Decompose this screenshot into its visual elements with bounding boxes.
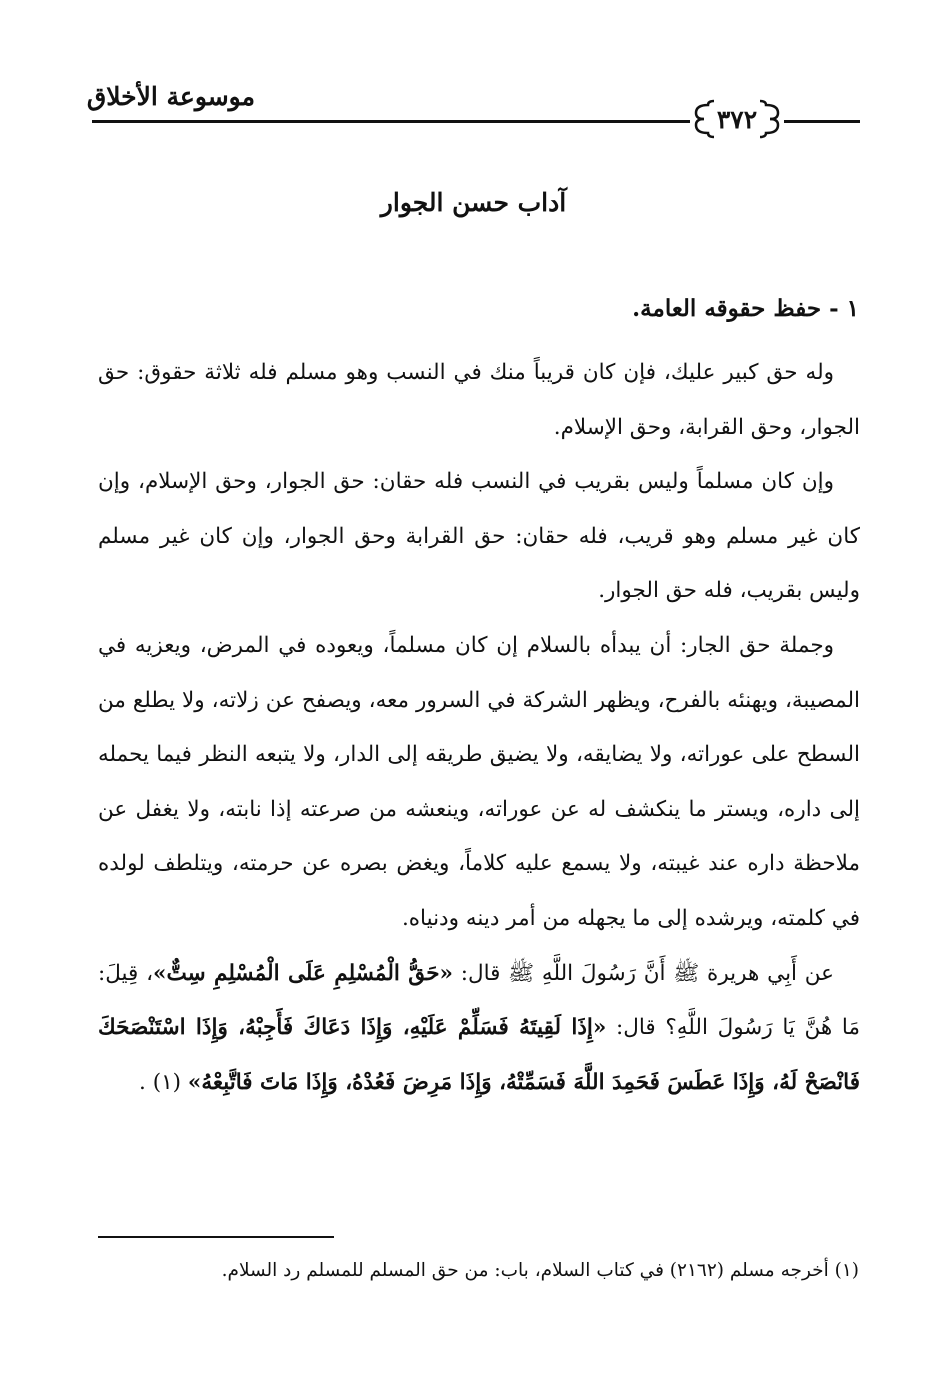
footnote-reference: (١) . <box>139 1069 188 1095</box>
running-title: موسوعة الأخلاق <box>86 82 255 111</box>
hadith-question: ، قِيلَ: مَا هُنَّ يَا رَسُولَ اللَّهِ؟ قال: <box>98 960 860 1041</box>
hadith-intro: عن أَبِي هريرة ﷺ أَنَّ رَسُولَ اللَّهِ ﷺ قال: <box>452 960 834 986</box>
hadith-paragraph <box>98 947 860 1111</box>
page-number-frame <box>694 99 780 139</box>
paragraph: وإن كان مسلماً وليس بقريب في النسب فله حقان: حق الجوار، وحق الإسلام، وإن كان غير مسلم وهو قريب، فله حقان: حق القرابة وحق الجوار، وإن كان غير مسلم وليس بقريب، فله حق الجوار. <box>98 469 860 604</box>
header-rule-left <box>92 120 690 123</box>
chapter-title: آداب حسن الجوار <box>380 188 567 217</box>
hadith-quote: «إِذَا لَقِيتَهُ فَسَلِّمْ عَلَيْهِ، وَإِذَا دَعَاكَ فَأَجِبْهُ، وَإِذَا اسْتَنْصَحَكَ فَانْصَحْ لَهُ، وَإِذَا عَطَسَ فَحَمِدَ اللَّهَ فَسَمِّتْهُ، وَإِذَا مَرِضَ فَعُدْهُ، وَإِذَا مَاتَ فَاتَّبِعْهُ» <box>98 1015 860 1095</box>
paragraph: وله حق كبير عليك، فإن كان قريباً منك في النسب وهو مسلم فله ثلاثة حقوق: حق الجوار، وحق القرابة، وحق الإسلام. <box>98 360 860 440</box>
section-heading: ١ - حفظ حقوقه العامة. <box>632 295 859 322</box>
page-number: ٣٧٢ <box>716 104 758 134</box>
hadith-quote: «حَقُّ الْمُسْلِمِ عَلَى الْمُسْلِمِ سِتٌّ» <box>153 960 453 986</box>
header-rule-right <box>784 120 860 123</box>
footnote-rule <box>98 1236 334 1238</box>
body-text <box>98 346 860 1110</box>
footnote: (١) أخرجه مسلم (٢١٦٢) في كتاب السلام، باب: من حق المسلم للمسلم رد السلام. <box>221 1260 859 1281</box>
paragraph: وجملة حق الجار: أن يبدأه بالسلام إن كان مسلماً، ويعوده في المرض، ويعزيه في المصيبة، ويهنئه بالفرح، ويظهر الشركة في السرور معه، ويصفح عن زلاته، ولا يطلع من السطح على عوراته، ولا يضايقه، ولا يضيق طريقه إلى الدار، ولا يتبعه النظر فيما يحمله إلى داره، ويستر ما ينكشف له عن عوراته، وينعشه من صرعته إذا نابته، ولا يغفل عن ملاحظة داره عند غيبته، ولا يسمع عليه كلاماً، ويغض بصره عن حرمته، ويتلطف لولده في كلمته، ويرشده إلى ما يجهله من أمر دينه ودنياه. <box>98 632 860 931</box>
